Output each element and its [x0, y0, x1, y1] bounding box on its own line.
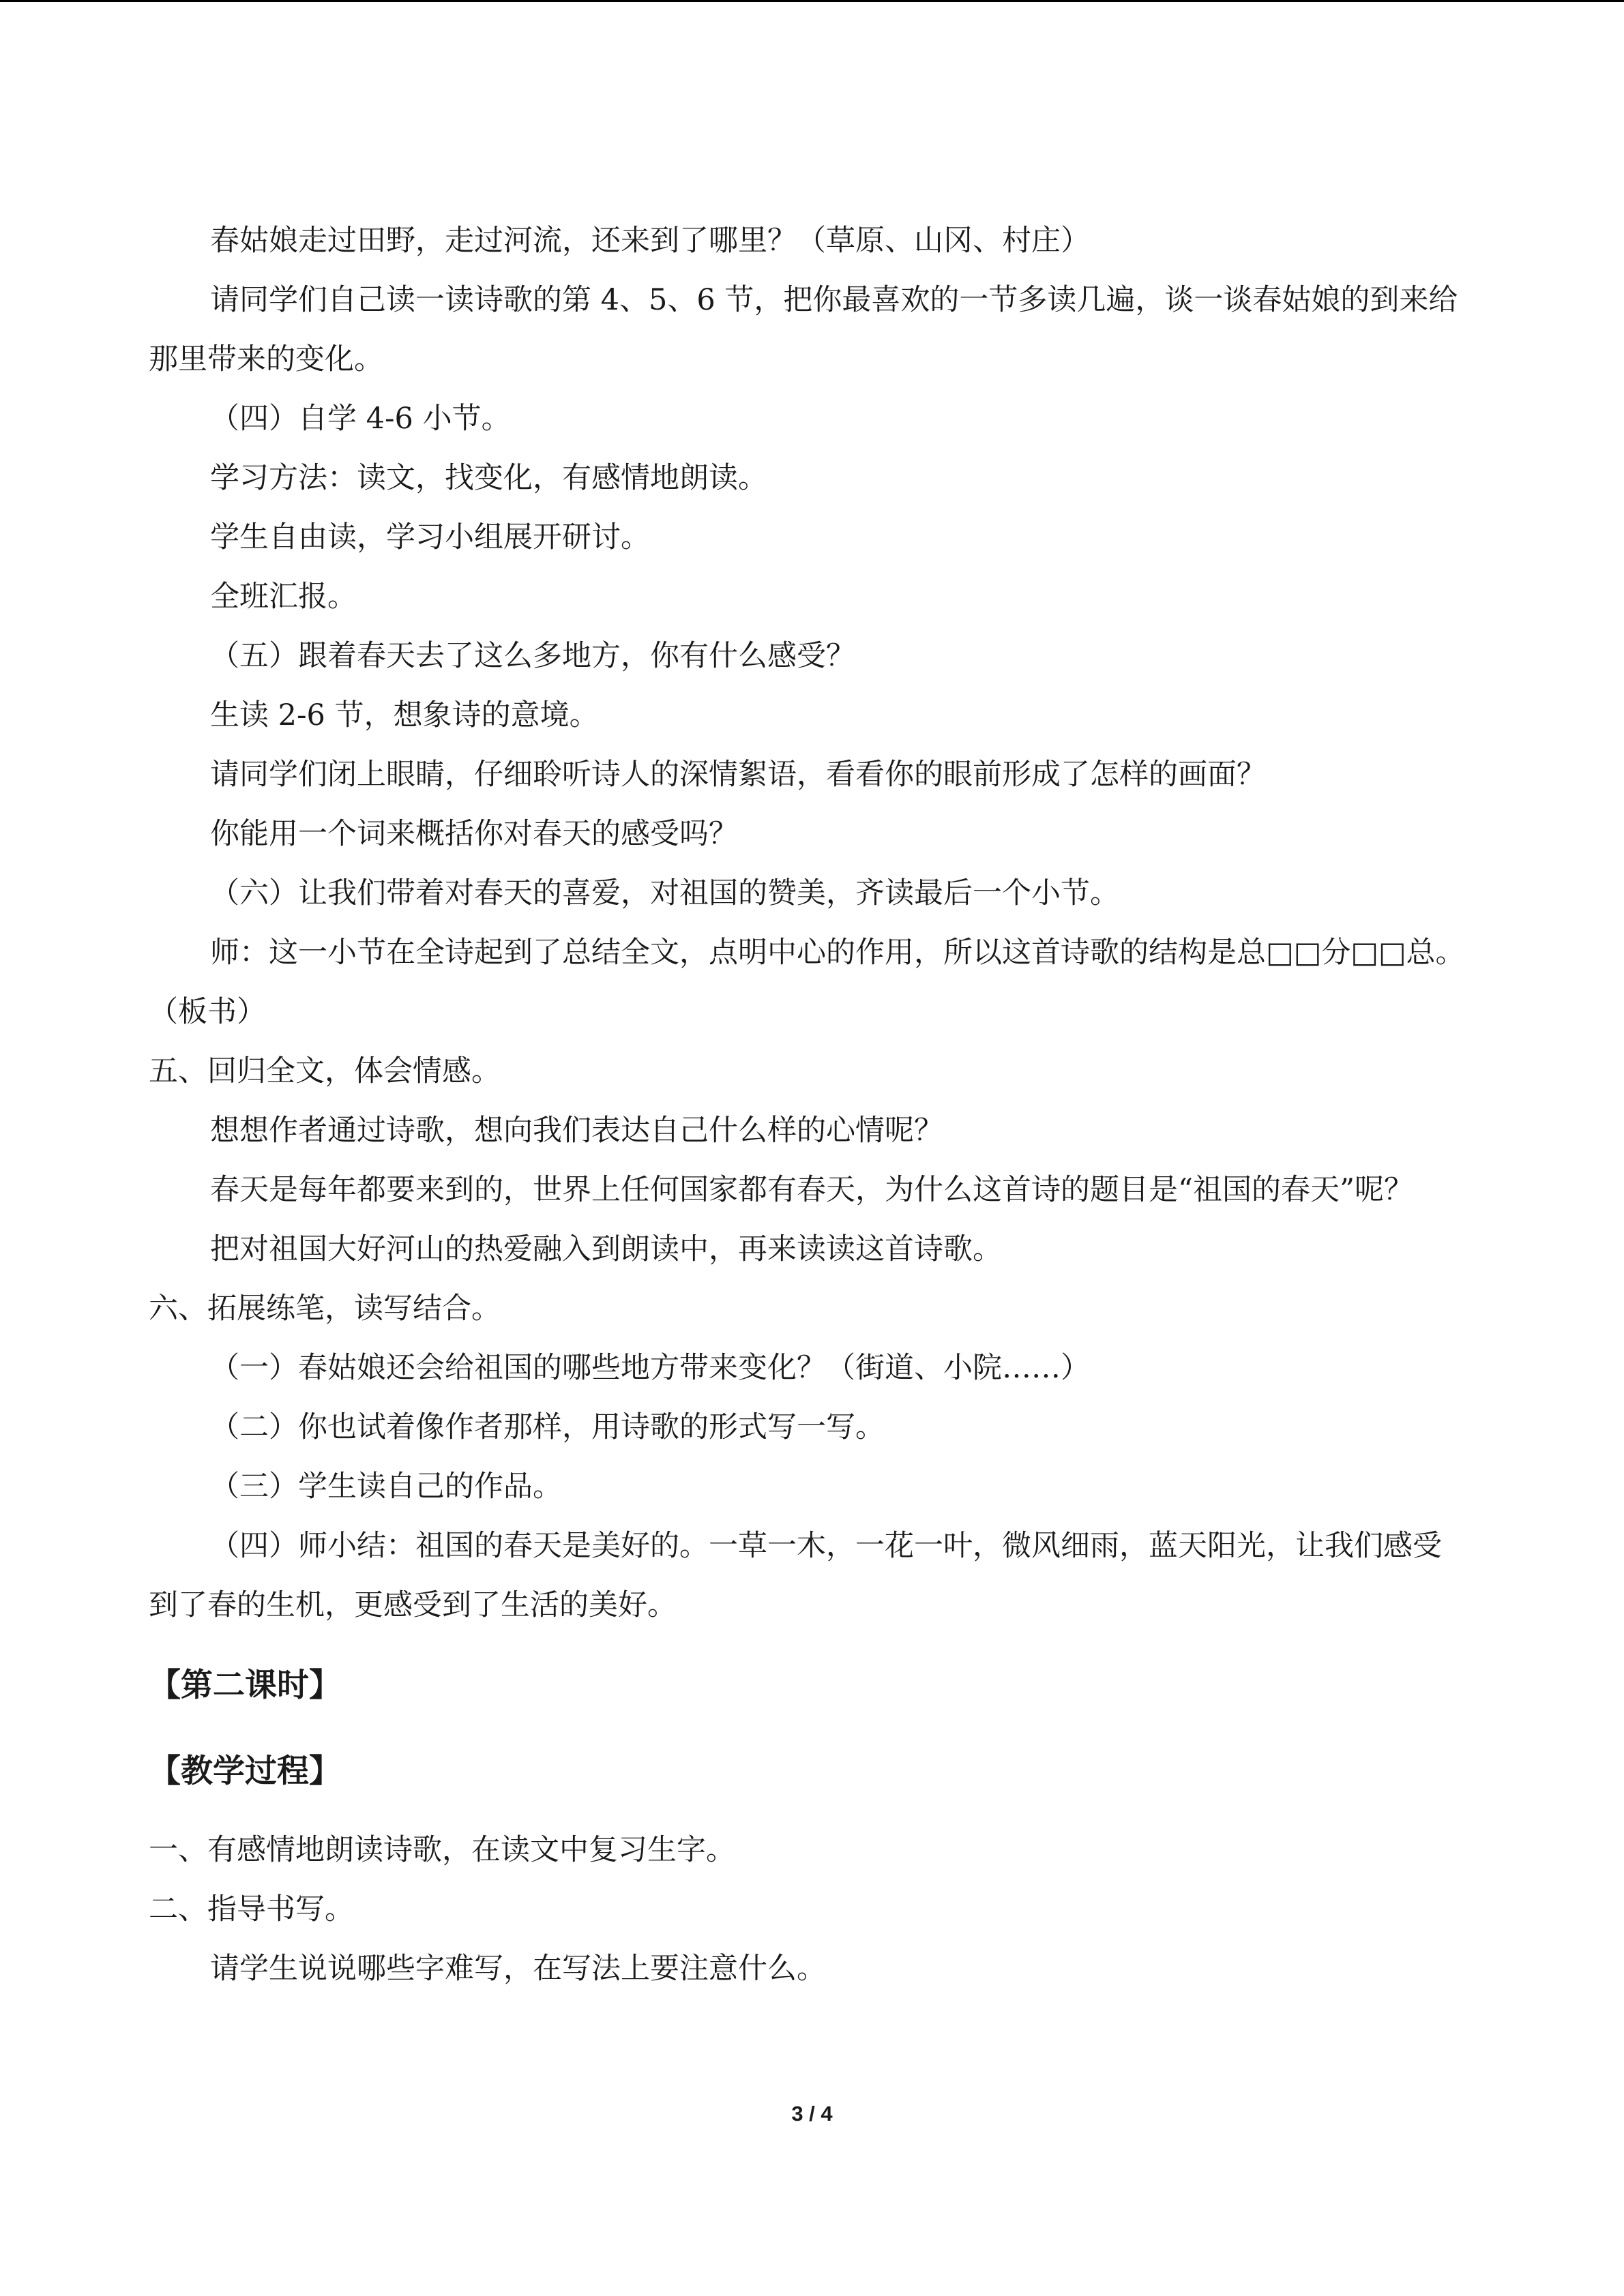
- paragraph: 生读 2-6 节，想象诗的意境。: [210, 698, 599, 732]
- paragraph: （三）学生读自己的作品。: [210, 1470, 562, 1504]
- paragraph: （一）春姑娘还会给祖国的哪些地方带来变化？（街道、小院……）: [210, 1351, 1090, 1385]
- paragraph: （四）自学 4-6 小节。: [210, 402, 511, 436]
- page-top-border: [0, 0, 1624, 2]
- paragraph: 学生自由读，学习小组展开研讨。: [210, 520, 650, 554]
- paragraph: 想想作者通过诗歌，想向我们表达自己什么样的心情呢？: [210, 1114, 943, 1148]
- section-heading: 六、拓展练笔，读写结合。: [149, 1292, 501, 1326]
- paragraph: 师：这一小节在全诗起到了总结全文，点明中心的作用，所以这首诗歌的结构是总□□分□□总。（板书）: [149, 936, 1465, 1029]
- paragraph: 你能用一个词来概括你对春天的感受吗？: [210, 817, 738, 851]
- section-heading: 二、指导书写。: [149, 1892, 354, 1926]
- paragraph: 全班汇报。: [210, 580, 357, 614]
- paragraph: （二）你也试着像作者那样，用诗歌的形式写一写。: [210, 1410, 885, 1444]
- paragraph: 请同学们闭上眼睛，仔细聆听诗人的深情絮语，看看你的眼前形成了怎样的画面？: [210, 758, 1266, 792]
- paragraph: （四）师小结：祖国的春天是美好的。一草一木，一花一叶，微风细雨，蓝天阳光，让我们感受到了春的生机，更感受到了生活的美好。: [149, 1529, 1442, 1622]
- section-heading: 五、回归全文，体会情感。: [149, 1054, 501, 1088]
- lesson-period-heading: 【第二课时】: [149, 1667, 341, 1704]
- section-heading: 一、有感情地朗读诗歌，在读文中复习生字。: [149, 1833, 735, 1867]
- document-page: [149, 211, 1465, 1999]
- teaching-process-heading: 【教学过程】: [149, 1753, 341, 1790]
- paragraph: 把对祖国大好河山的热爱融入到朗读中，再来读读这首诗歌。: [210, 1232, 1002, 1266]
- page-number: 3 / 4: [791, 2102, 833, 2126]
- paragraph: 春天是每年都要来到的，世界上任何国家都有春天，为什么这首诗的题目是“祖国的春天”呢？: [210, 1173, 1413, 1207]
- paragraph: 学习方法：读文，找变化，有感情地朗读。: [210, 461, 767, 495]
- paragraph: （五）跟着春天去了这么多地方，你有什么感受？: [210, 639, 855, 673]
- paragraph: （六）让我们带着对春天的喜爱，对祖国的赞美，齐读最后一个小节。: [210, 876, 1119, 910]
- paragraph: 春姑娘走过田野，走过河流，还来到了哪里？（草原、山冈、村庄）: [210, 224, 1090, 258]
- paragraph: 请同学们自己读一读诗歌的第 4、5、6 节，把你最喜欢的一节多读几遍，谈一谈春姑娘的到来给那里带来的变化。: [149, 283, 1458, 376]
- paragraph: 请学生说说哪些字难写，在写法上要注意什么。: [210, 1952, 826, 1986]
